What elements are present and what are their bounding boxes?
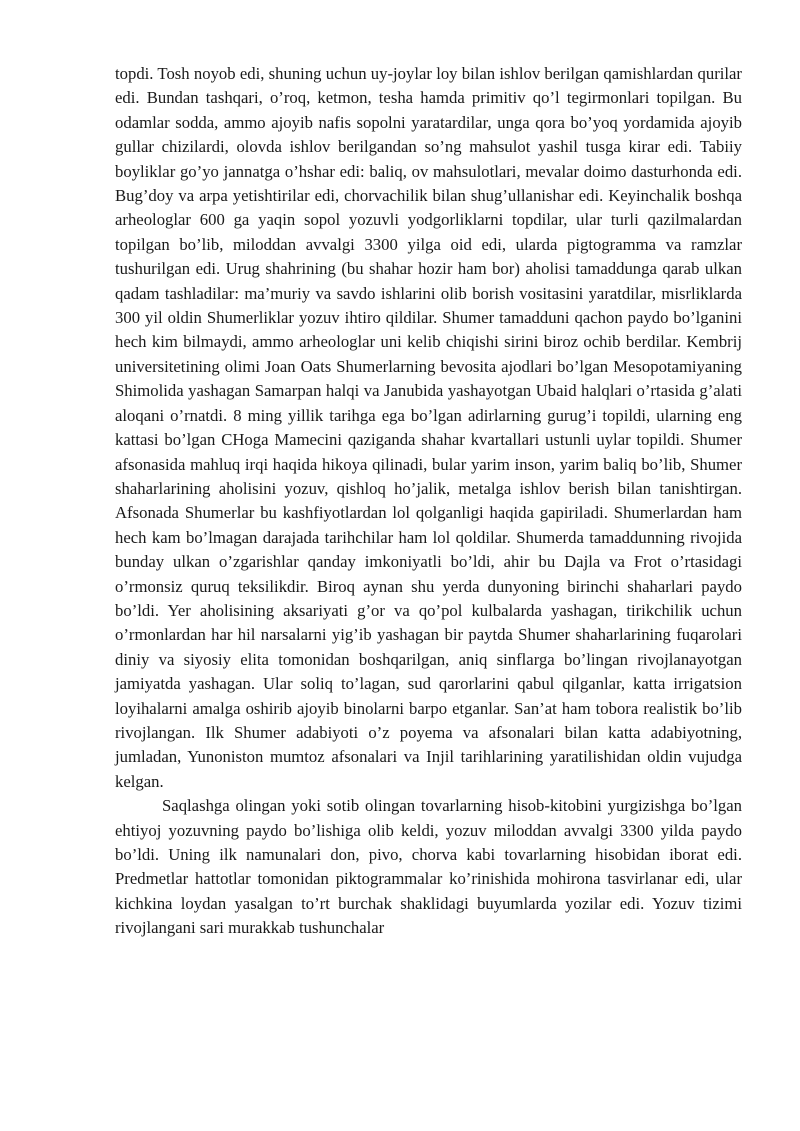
paragraph-origin-of-writing: Saqlashga olingan yoki sotib olingan tovarlarning hisob-kitobini yurgizishga bo’lgan ehtiyoj yozuvning paydo bo’lishiga olib keldi, yozuv miloddan avvalgi 3300 yilda paydo bo’ldi. Uning ilk namunalari don, pivo, chorva kabi tovarlarning hisobidan iborat edi. Predmetlar hattotlar tomonidan piktogrammalar ko’rinishida mohirona tasvirlanar edi, ular kichkina loydan yasalgan to’rt burchak shaklidagi buyumlarda yozilar edi. Yozuv tizimi rivojlangani sari murakkab tushunchalar [115, 796, 742, 938]
document-page [115, 62, 742, 941]
paragraph-sumerian-civilization: topdi. Tosh noyob edi, shuning uchun uy-joylar loy bilan ishlov berilgan qamishlardan qurilar edi. Bundan tashqari, o’roq, ketmon, tesha hamda primitiv qo’l tegirmonlari topilgan. Bu odamlar sodda, ammo ajoyib nafis sopolni yaratardilar, unga qora bo’yoq yordamida ajoyib gullar chizilardi, olovda ishlov berilgandan so’ng mahsulot yashil tusga kirar edi. Tabiiy boyliklar go’yo jannatga o’hshar edi: baliq, ov mahsulotlari, mevalar doimo dasturhonda edi. Bug’doy va arpa yetishtirilar edi, chorvachilik bilan shug’ullanishar edi. Keyinchalik boshqa arheologlar 600 ga yaqin sopol yozuvli yodgorliklarni topdilar, ular turli qazilmalardan topilgan bo’lib, miloddan avvalgi 3300 yilga oid edi, ularda pigtogramma va ramzlar tushurilgan edi. Urug shahrining (bu shahar hozir ham bor) aholisi tamaddunga qarab ulkan qadam tashladilar: ma’muriy va savdo ishlarini olib borish vositasini yaratdilar, misrliklarda 300 yil oldin Shumerliklar yozuv ihtiro qildilar. Shumer tamadduni qachon paydo bo’lganini hech kim bilmaydi, ammo arheologlar uni kelib chiqishi sirini biroz ochib berdilar. Kembrij universitetining olimi Joan Oats Shumerlarning bevosita ajodlari bo’lgan Mesopotamiyaning Shimolida yashagan Samarpan halqi va Janubida yashayotgan Ubaid halqlari o’rtasida g’alati aloqani o’rnatdi. 8 ming yillik tarihga ega bo’lgan adirlarning gurug’i topildi, ularning eng kattasi bo’lgan CHoga Mamecini qaziganda shahar kvartallari ustunli uylar topildi. Shumer afsonasida mahluq irqi haqida hikoya qilinadi, bular yarim inson, yarim baliq bo’lib, Shumer shaharlarining aholisini yozuv, qishloq ho’jalik, metalga ishlov berish bilan tanishtirgan. Afsonada Shumerlar bu kashfiyotlardan lol qolganligi haqida gapiriladi. Shumerlardan ham hech kam bo’lmagan darajada tarihchilar ham lol qoldilar. Shumerda tamaddunning rivojida bunday ulkan o’zgarishlar qanday imkoniyatli bo’ldi, ahir bu Dajla va Frot o’rtasidagi o’rmonsiz quruq teksilikdir. Biroq aynan shu yerda dunyoning birinchi shaharlari paydo bo’ldi. Yer aholisining aksariyati g’or va qo’pol kulbalarda yashagan, tirikchilik uchun o’rmonlardan har hil narsalarni yig’ib yashagan bir paytda Shumer shaharlarining fuqarolari diniy va siyosiy elita tomonidan boshqarilgan, aniq sinflarga bo’lingan rivojlanayotgan jamiyatda yashagan. Ular soliq to’lagan, sud qarorlarini qabul qilganlar, katta irrigatsion loyihalarni amalga oshirib ajoyib binolarni barpo etganlar. San’at ham tobora realistik bo’lib rivojlangan. Ilk Shumer adabiyoti o’z poyema va afsonalari bilan katta adabiyotning, jumladan, Yunoniston mumtoz afsonalari va Injil tarihlarining yaratilishidan oldin vujudga kelgan. [115, 64, 742, 791]
